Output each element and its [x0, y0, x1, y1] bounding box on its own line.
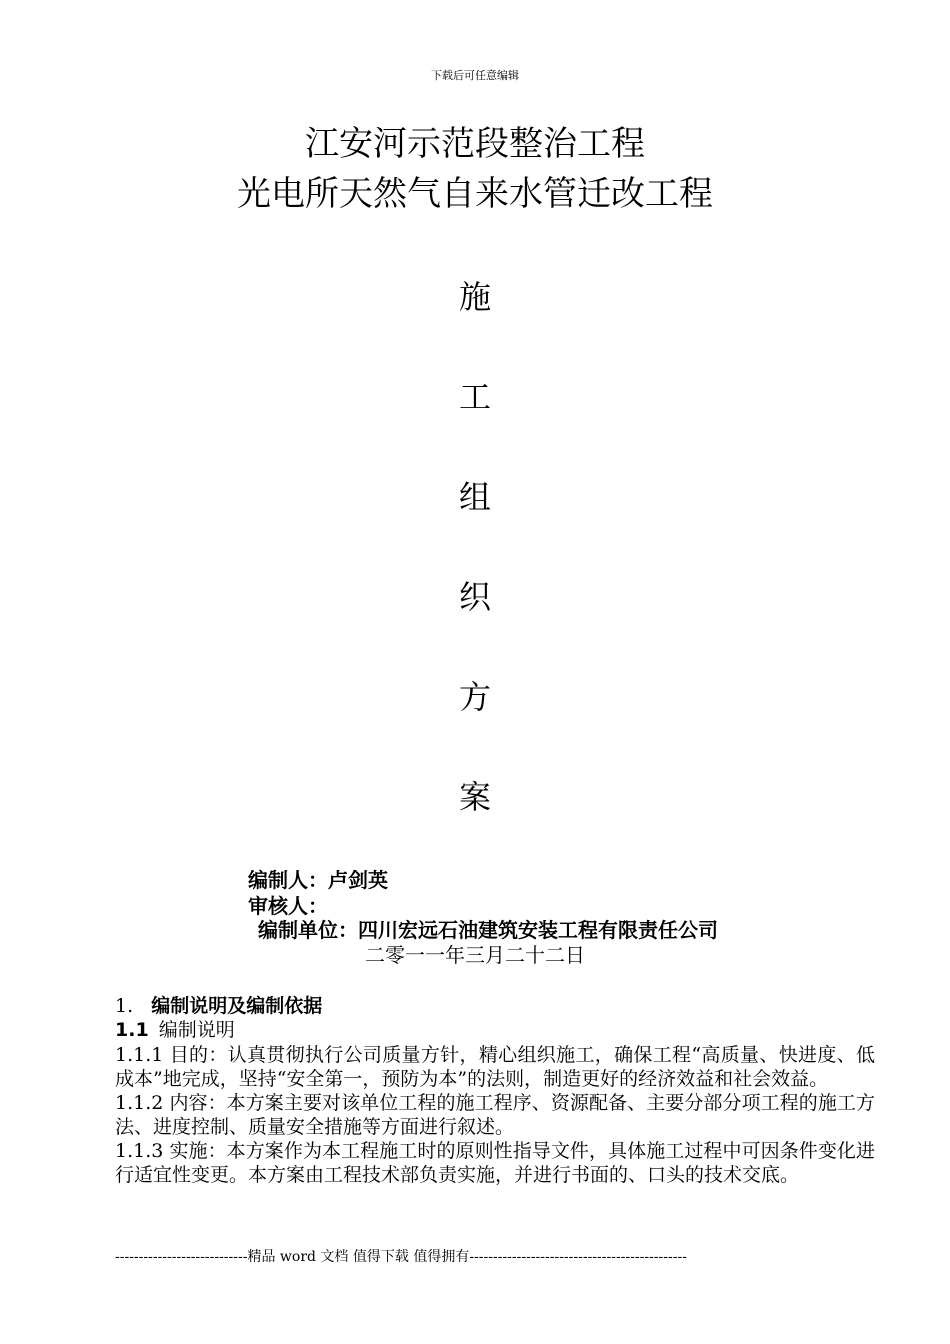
header-note: 下载后可任意编辑: [431, 69, 519, 82]
vertical-title-char: 施: [458, 278, 491, 316]
vertical-title-char: 案: [458, 778, 491, 816]
footer-note: ----------------------------精品 word 文档 值得下载 值得拥有----------------------------------------------: [115, 1249, 687, 1265]
subsection-heading-number: 1.1: [115, 1019, 149, 1041]
paragraph-implementation: 1.1.3 实施：本方案作为本工程施工时的原则性指导文件，具体施工过程中可因条件变化进行适宜性变更。本方案由工程技术部负责实施，并进行书面的、口头的技术交底。: [115, 1140, 875, 1186]
body-paragraphs: [115, 1043, 875, 1187]
document-title-line-1: 江安河示范段整治工程: [305, 124, 645, 164]
subsection-heading: [115, 1018, 235, 1042]
paragraph-purpose: 1.1.1 目的：认真贯彻执行公司质量方针，精心组织施工，确保工程“高质量、快进度、低成本”地完成，坚持“安全第一，预防为本”的法则，制造更好的经济效益和社会效益。: [115, 1044, 875, 1090]
section-heading: [115, 994, 322, 1018]
subsection-heading-text: 编制说明: [158, 1019, 235, 1041]
paragraph-content: 1.1.2 内容：本方案主要对该单位工程的施工程序、资源配备、主要分部分项工程的施工方法、进度控制、质量安全措施等方面进行叙述。: [115, 1092, 875, 1138]
unit-line: 编制单位：四川宏远石油建筑安装工程有限责任公司: [258, 918, 718, 942]
section-heading-text: 编制说明及编制依据: [151, 995, 323, 1017]
vertical-title-char: 织: [458, 578, 491, 616]
vertical-title-char: 方: [458, 678, 491, 716]
reviewer-line: 审核人：: [248, 894, 328, 918]
vertical-title-char: 工: [458, 378, 491, 416]
compiler-line: 编制人：卢剑英: [248, 868, 388, 892]
section-heading-number: 1.: [115, 995, 134, 1017]
document-title-line-2: 光电所天然气自来水管迁改工程: [237, 174, 713, 214]
date-line: 二零一一年三月二十二日: [365, 943, 585, 967]
vertical-title-char: 组: [458, 478, 491, 516]
